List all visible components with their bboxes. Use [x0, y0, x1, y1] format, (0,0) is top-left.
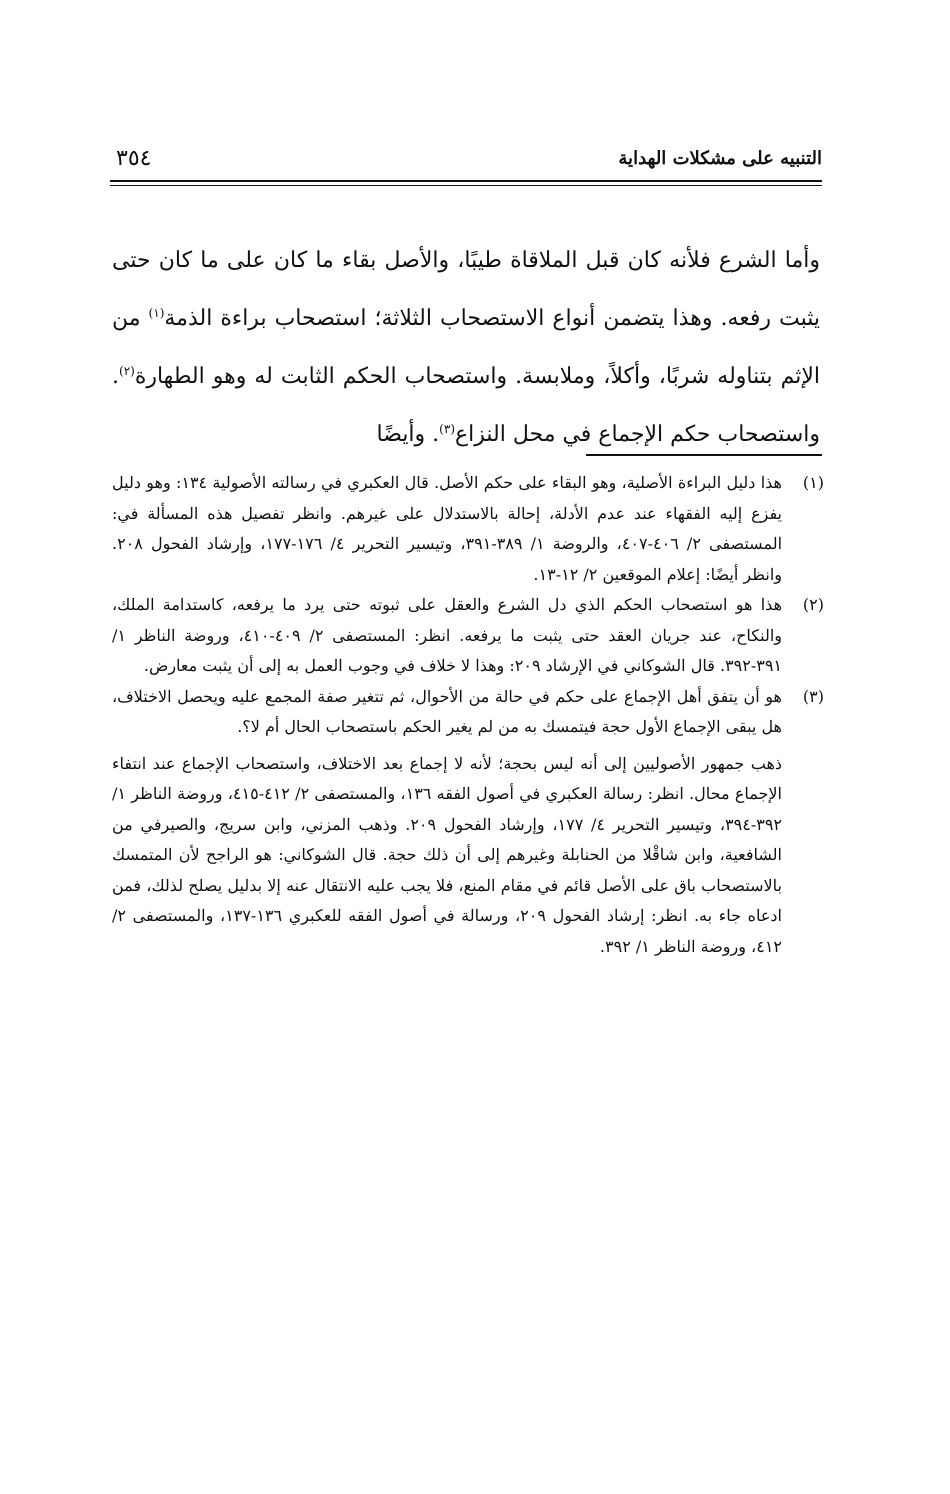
main-text-part-2: من الإثم بتناوله شربًا، وأكلاً، وملابسة. واستصحاب الحكم الثابت له وهو الطهارة — [112, 306, 820, 389]
running-header — [110, 144, 822, 184]
footnote-3-continuation: ذهب جمهور الأصوليين إلى أنه ليس بحجة؛ لأنه لا إجماع بعد الاختلاف، واستصحاب الإجماع عند انتفاء الإجماع محال. انظر: رسالة العكبري في أصول الفقه ١٣٦، والمستصفى ٢/ ٤١٢-٤١٥، وروضة الناظر ١/ ٣٩٢-٣٩٤، وتيسير التحرير ٤/ ١٧٧، وإرشاد الفحول ٢٠٩. وذهب المزني، وابن سريج، والصيرفي من الشافعية، وابن شاقْلا من الحنابلة وغيرهم إلى أن ذلك حجة. قال الشوكاني: هو الراجح لأن المتمسك بالاستصحاب باق على الأصل قائم في مقام المنع، فلا يجب عليه الانتقال عنه إلا بدليل يصلح لذلك، فمن ادعاه جاء به. انظر: إرشاد الفحول ٢٠٩، ورسالة في أصول الفقه للعكبري ١٣٦-١٣٧، والمستصفى ٢/ ٤١٢، وروضة الناظر ١/ ٣٩٢. — [112, 753, 783, 956]
main-paragraph — [112, 232, 820, 464]
header-rule-thin — [110, 185, 822, 186]
footnote-number: (٣) — [802, 686, 824, 706]
footnote-3 — [112, 682, 824, 743]
main-text — [112, 232, 820, 464]
footnotes — [112, 468, 824, 962]
footnote-text: هذا هو استصحاب الحكم الذي دل الشرع والعقل على ثبوته حتى يرد ما يرفعه، كاستدامة الملك، والنكاح، عند جريان العقد حتى يثبت ما يرفعه. انظر: المستصفى ٢/ ٤٠٩-٤١٠، وروضة الناظر ١/ ٣٩١-٣٩٢. قال الشوكاني في الإرشاد ٢٠٩: وهذا لا خلاف في وجوب العمل به إلى أن يثبت معارض. — [112, 595, 783, 675]
footnote-number: (١) — [802, 473, 824, 492]
header-rule-thick — [110, 180, 822, 182]
footnote-1 — [112, 468, 824, 590]
footnote-ref-3[interactable]: (٣) — [439, 422, 455, 436]
main-text-part-4: . وأيضًا — [376, 422, 440, 447]
main-text-part-1: وأما الشرع فلأنه كان قبل الملاقاة طيبًا، والأصل بقاء ما كان على ما كان حتى يثبت رفعه. وهذا يتضمن أنواع الاستصحاب الثلاثة؛ استصحاب براءة الذمة — [112, 248, 820, 331]
footnote-text: هذا دليل البراءة الأصلية، وهو البقاء على حكم الأصل. قال العكبري في رسالته الأصولية ١٣٤: وهو دليل يفزع إليه الفقهاء عند عدم الأدلة، إحالة بالاستدلال على غيرهم. وانظر تفصيل هذه المسألة في: المستصفى ٢/ ٤٠٦-٤٠٧، والروضة ١/ ٣٨٩-٣٩١، وتيسير التحرير ٤/ ١٧٦-١٧٧، وإرشاد الفحول ٢٠٨. وانظر أيضًا: إعلام الموقعين ٢/ ١٢-١٣. — [112, 473, 783, 584]
running-title: التنبيه على مشكلات الهداية — [618, 148, 822, 169]
footnote-separator — [586, 454, 822, 456]
footnote-ref-2[interactable]: (٢) — [119, 364, 135, 378]
page-number: ٣٥٤ — [116, 146, 152, 171]
main-text-part-3: . واستصحاب حكم الإجماع في محل النزاع — [112, 364, 820, 447]
footnote-2 — [112, 590, 824, 682]
footnote-text: هو أن يتفق أهل الإجماع على حكم في حالة من الأحوال، ثم تتغير صفة المجمع عليه ويحصل الاختلاف، هل يبقى الإجماع الأول حجة فيتمسك به من لم يغير الحكم باستصحاب الحال أم لا؟. — [112, 686, 782, 736]
footnote-number: (٢) — [802, 595, 824, 614]
footnote-ref-1[interactable]: (١) — [148, 306, 165, 320]
